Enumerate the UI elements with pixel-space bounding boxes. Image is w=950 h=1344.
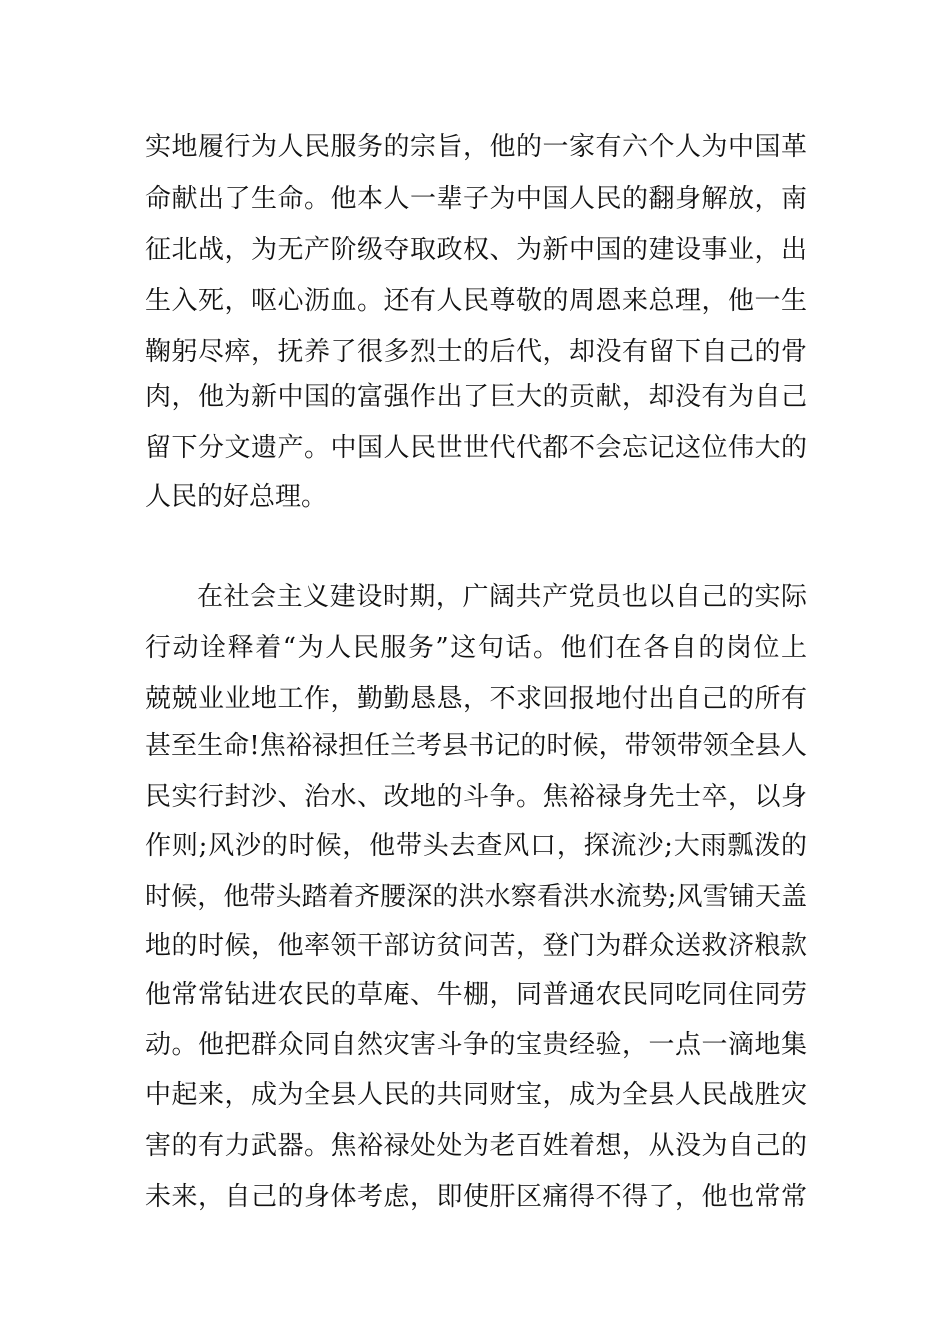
text-line: 行动诠释着“为人民服务”这句话。他们在各自的岗位上 [145,633,807,663]
text-line: 留下分文遗产。中国人民世世代代都不会忘记这位伟大的 [145,433,807,463]
text-line: 中起来，成为全县人民的共同财宝，成为全县人民战胜灾 [145,1080,807,1110]
text-line: 未来，自己的身体考虑，即使肝区痛得不得了，他也常常 [145,1182,807,1212]
text-line: 动。他把群众同自然灾害斗争的宝贵经验，一点一滴地集 [145,1030,807,1060]
text-line: 地的时候，他率领干部访贫问苦，登门为群众送救济粮款 [145,931,807,961]
text-line: 民实行封沙、治水、改地的斗争。焦裕禄身先士卒，以身 [145,782,807,812]
text-line: 兢兢业业地工作，勤勤恳恳，不求回报地付出自己的所有 [145,684,807,714]
text-line: 时候，他带头踏着齐腰深的洪水察看洪水流势;风雪铺天盖 [145,882,807,912]
text-line: 生入死，呕心沥血。还有人民尊敬的周恩来总理，他一生 [145,286,807,316]
text-line: 征北战，为无产阶级夺取政权、为新中国的建设事业，出 [145,235,807,265]
text-line: 害的有力武器。焦裕禄处处为老百姓着想，从没为自己的 [145,1131,807,1161]
text-line: 人民的好总理。 [145,482,328,512]
text-line: 鞠躬尽瘁，抚养了很多烈士的后代，却没有留下自己的骨 [145,337,807,367]
text-line: 肉，他为新中国的富强作出了巨大的贡献，却没有为自己 [145,382,807,412]
text-line: 实地履行为人民服务的宗旨，他的一家有六个人为中国革 [145,132,807,162]
text-line: 他常常钻进农民的草庵、牛棚，同普通农民同吃同住同劳 [145,980,807,1010]
text-line: 命献出了生命。他本人一辈子为中国人民的翻身解放，南 [145,184,807,214]
text-line: 作则;风沙的时候，他带头去查风口，探流沙;大雨瓢泼的 [145,831,807,861]
text-line: 在社会主义建设时期，广阔共产党员也以自己的实际 [197,582,807,612]
text-line: 甚至生命!焦裕禄担任兰考县书记的时候，带领带领全县人 [145,731,807,761]
